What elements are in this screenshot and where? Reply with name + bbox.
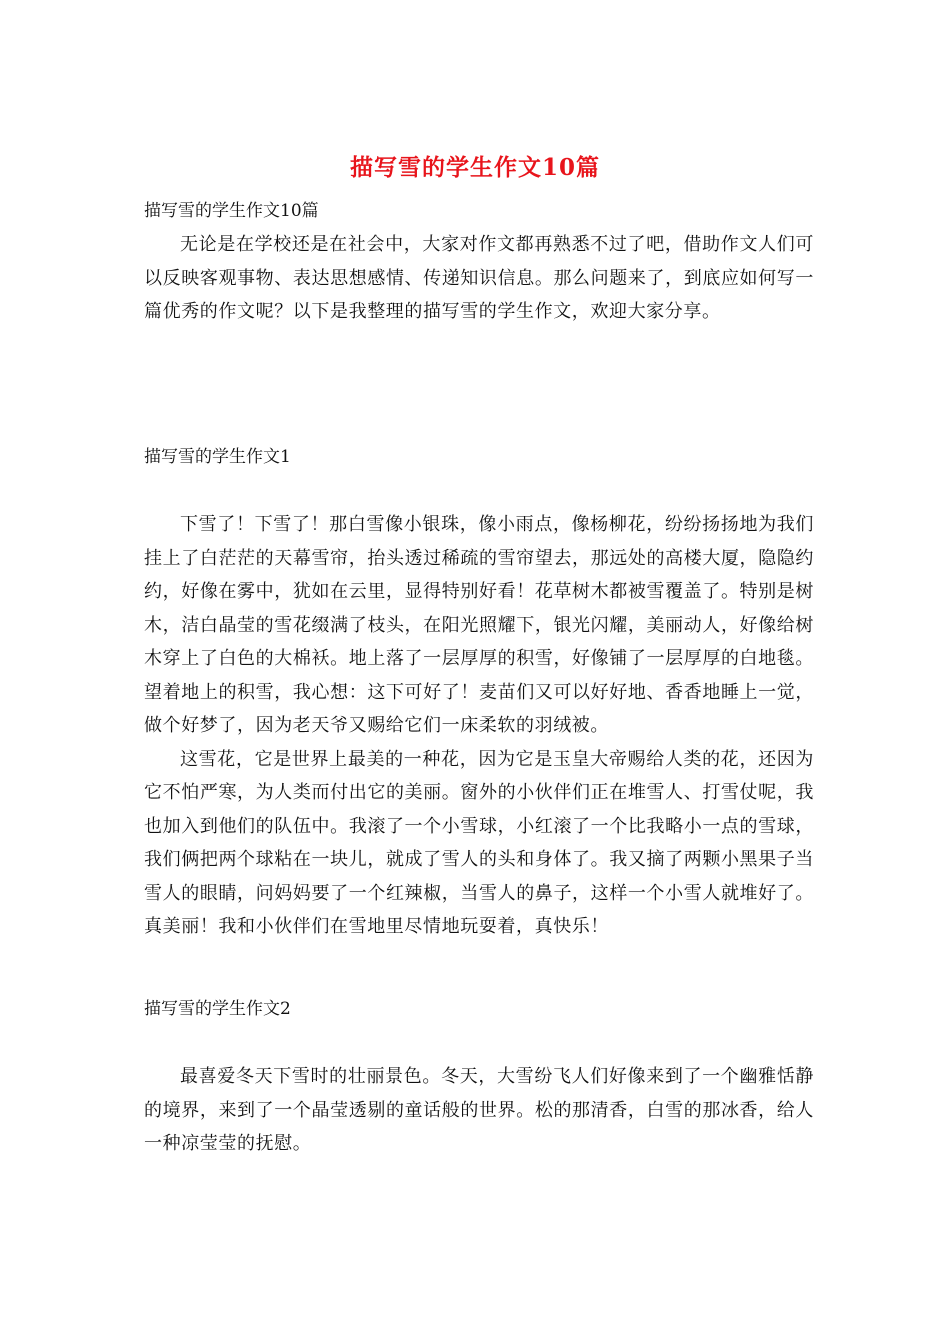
intro-paragraph: 无论是在学校还是在社会中，大家对作文都再熟悉不过了吧，借助作文人们可以反映客观事物、表达思想感情、传递知识信息。那么问题来了，到底应如何写一篇优秀的作文呢？以下是我整理的描写雪的学生作文，欢迎大家分享。 xyxy=(144,234,814,322)
section-body xyxy=(144,508,814,944)
intro-block xyxy=(144,228,814,329)
section-body xyxy=(144,1060,814,1161)
document-subtitle: 描写雪的学生作文10篇 xyxy=(144,201,319,221)
section-heading: 描写雪的学生作文2 xyxy=(144,999,291,1019)
section-heading: 描写雪的学生作文1 xyxy=(144,447,291,467)
section-paragraph: 最喜爱冬天下雪时的壮丽景色。冬天，大雪纷飞人们好像来到了一个幽雅恬静的境界，来到了一个晶莹透剔的童话般的世界。松的那清香，白雪的那冰香，给人一种凉莹莹的抚慰。 xyxy=(144,1066,814,1154)
document-title: 描写雪的学生作文10篇 xyxy=(349,154,600,181)
section-paragraph: 下雪了！下雪了！那白雪像小银珠，像小雨点，像杨柳花，纷纷扬扬地为我们挂上了白茫茫的天幕雪帘，抬头透过稀疏的雪帘望去，那远处的高楼大厦，隐隐约约，好像在雾中，犹如在云里，显得特别好看！花草树木都被雪覆盖了。特别是树木，洁白晶莹的雪花缀满了枝头，在阳光照耀下，银光闪耀，美丽动人，好像给树木穿上了白色的大棉袄。地上落了一层厚厚的积雪，好像铺了一层厚厚的白地毯。望着地上的积雪，我心想：这下可好了！麦苗们又可以好好地、香香地睡上一觉，做个好梦了，因为老天爷又赐给它们一床柔软的羽绒被。 xyxy=(144,514,814,736)
section-paragraph: 这雪花，它是世界上最美的一种花，因为它是玉皇大帝赐给人类的花，还因为它不怕严寒，为人类而付出它的美丽。窗外的小伙伴们正在堆雪人、打雪仗呢，我也加入到他们的队伍中。我滚了一个小雪球，小红滚了一个比我略小一点的雪球，我们俩把两个球粘在一块儿，就成了雪人的头和身体了。我又摘了两颗小黑果子当雪人的眼睛，问妈妈要了一个红辣椒，当雪人的鼻子，这样一个小雪人就堆好了。真美丽！我和小伙伴们在雪地里尽情地玩耍着，真快乐！ xyxy=(144,748,814,937)
